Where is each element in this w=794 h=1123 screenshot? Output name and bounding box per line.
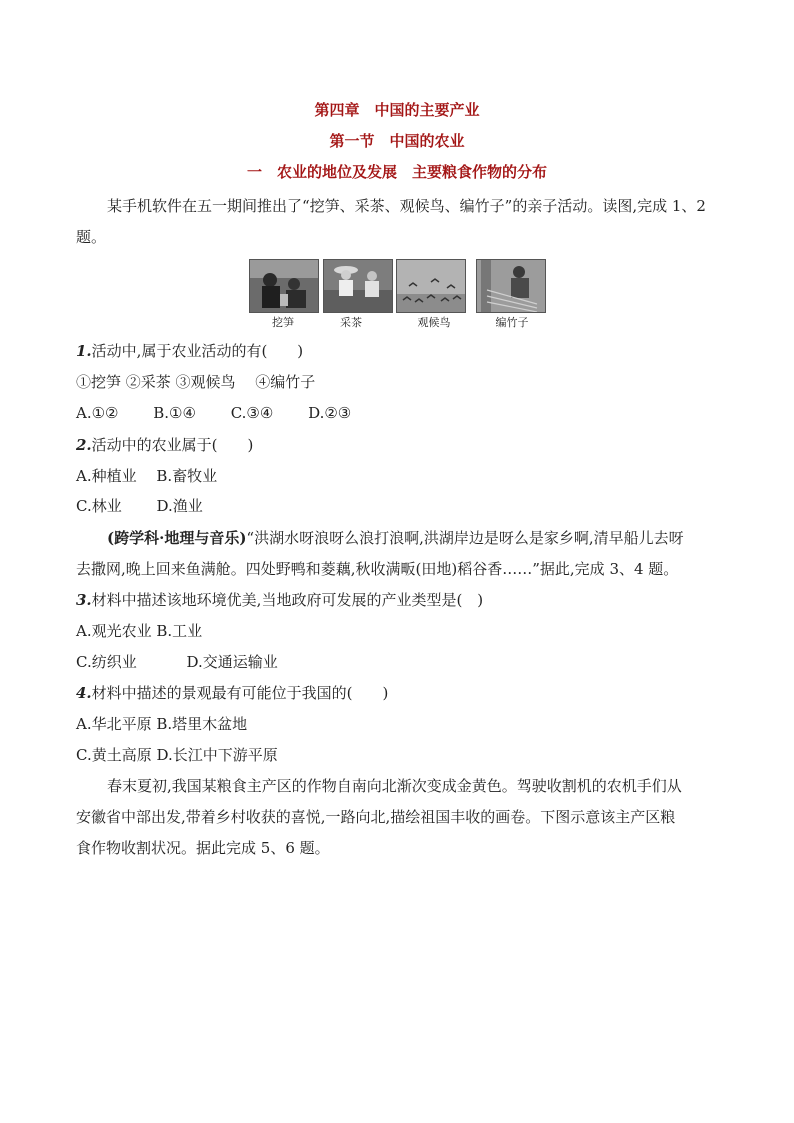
- passage-3-line-1: 春末夏初,我国某粮食主产区的作物自南向北渐次变成金黄色。驾驶收割机的农机手们从: [107, 777, 682, 795]
- question-4-options-row-2: C.黄土高原 D.长江中下游平原: [76, 746, 278, 764]
- photo-watching-migratory-birds: [396, 259, 466, 313]
- chapter-title: 第四章 中国的主要产业: [314, 101, 480, 119]
- passage-2-line-1: (跨学科·地理与音乐)“洪湖水呀浪呀么浪打浪啊,洪湖岸边是呀么是家乡啊,清早船儿去呀: [107, 529, 684, 547]
- photo-caption: 采茶: [340, 316, 362, 329]
- question-3-stem: 3.材料中描述该地环境优美,当地政府可发展的产业类型是( ): [76, 591, 484, 609]
- question-1-options: A.①② B.①④ C.③④ D.②③: [76, 404, 352, 422]
- photo-caption: 编竹子: [495, 316, 529, 329]
- cross-subject-tag: (跨学科·地理与音乐): [107, 529, 247, 547]
- question-3-options-row-1: A.观光农业 B.工业: [76, 622, 203, 640]
- intro-line-2: 题。: [76, 228, 107, 246]
- question-number: 4.: [76, 684, 92, 702]
- question-4-stem: 4.材料中描述的景观最有可能位于我国的( ): [76, 684, 389, 702]
- question-1-items: ①挖笋 ②采茶 ③观候鸟 ④编竹子: [76, 373, 316, 391]
- question-1-stem: 1.活动中,属于农业活动的有( ): [76, 342, 304, 360]
- question-number: 3.: [76, 591, 92, 609]
- question-number: 1.: [76, 342, 92, 360]
- photo-caption: 观候鸟: [417, 316, 451, 329]
- photo-picking-tea: [323, 259, 393, 313]
- question-4-options-row-1: A.华北平原 B.塔里木盆地: [76, 715, 248, 733]
- passage-3-line-3: 食作物收割状况。据此完成 5、6 题。: [76, 839, 330, 857]
- photo-caption: 挖笋: [272, 316, 294, 329]
- intro-line-1: 某手机软件在五一期间推出了“挖笋、采茶、观候鸟、编竹子”的亲子活动。读图,完成 1、2: [107, 197, 706, 215]
- passage-2-line-2: 去撒网,晚上回来鱼满舱。四处野鸭和菱藕,秋收满畈(田地)稻谷香……”据此,完成 3、4 题。: [76, 560, 679, 578]
- question-3-options-row-2: C.纺织业 D.交通运输业: [76, 653, 278, 671]
- question-number: 2.: [76, 436, 92, 454]
- question-2-options-row-2: C.林业 D.渔业: [76, 497, 203, 515]
- passage-3-line-2: 安徽省中部出发,带着乡村收获的喜悦,一路向北,描绘祖国丰收的画卷。下图示意该主产区粮: [76, 808, 676, 826]
- question-2-options-row-1: A.种植业 B.畜牧业: [76, 467, 218, 485]
- photo-weaving-bamboo: [476, 259, 546, 313]
- photo-digging-bamboo-shoots: [249, 259, 319, 313]
- question-2-stem: 2.活动中的农业属于( ): [76, 436, 254, 454]
- activity-photos: [0, 259, 794, 329]
- section-title: 第一节 中国的农业: [329, 132, 465, 150]
- subsection-title: 一 农业的地位及发展 主要粮食作物的分布: [246, 163, 547, 181]
